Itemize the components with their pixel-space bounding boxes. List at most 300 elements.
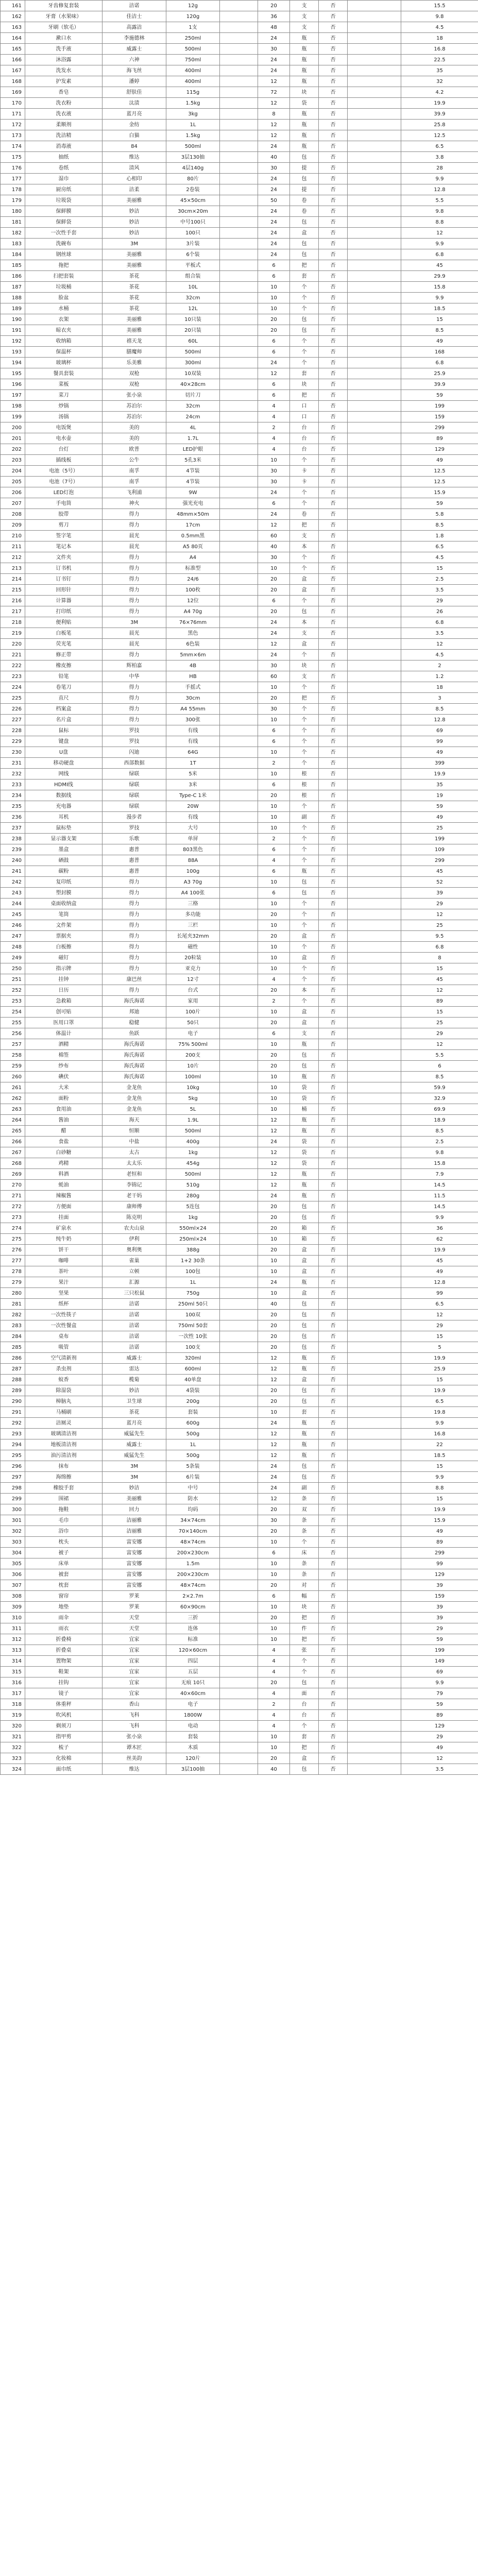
quantity: 12 <box>258 120 290 130</box>
quantity: 30 <box>258 660 290 671</box>
unit: 幅 <box>290 1591 319 1602</box>
row-index: 275 <box>1 1234 25 1245</box>
spec: 50只 <box>166 1018 220 1028</box>
spec: 40×60cm <box>166 1688 220 1699</box>
blank-cell <box>348 477 401 487</box>
unit-price: 14.5 <box>401 1180 478 1191</box>
unit: 包 <box>290 1331 319 1342</box>
spec: 3片装 <box>166 239 220 249</box>
spec: 20只装 <box>166 325 220 336</box>
unit-price: 299 <box>401 855 478 866</box>
item-name: 坚果 <box>25 1288 103 1299</box>
flag: 否 <box>319 920 348 931</box>
quantity: 10 <box>258 812 290 823</box>
blank-cell <box>220 239 258 249</box>
quantity: 10 <box>258 1558 290 1569</box>
brand: 洁丽雅 <box>103 1526 166 1537</box>
flag: 否 <box>319 1613 348 1623</box>
item-name: 插线板 <box>25 455 103 466</box>
item-name: 厨房纸 <box>25 184 103 195</box>
unit: 根 <box>290 779 319 790</box>
unit: 包 <box>290 1212 319 1223</box>
flag: 否 <box>319 1721 348 1732</box>
table-row <box>1 617 478 628</box>
blank-cell <box>220 184 258 195</box>
unit: 包 <box>290 1310 319 1320</box>
item-name: 大米 <box>25 1082 103 1093</box>
blank-cell <box>348 1169 401 1180</box>
item-name: 荧光笔 <box>25 639 103 650</box>
table-row <box>1 920 478 931</box>
unit-price: 149 <box>401 1656 478 1667</box>
quantity: 6 <box>258 779 290 790</box>
brand: 清风 <box>103 163 166 174</box>
table-row <box>1 1147 478 1158</box>
flag: 否 <box>319 606 348 617</box>
spec: 1kg <box>166 1147 220 1158</box>
unit-price: 39 <box>401 1580 478 1591</box>
row-index: 254 <box>1 1007 25 1018</box>
quantity: 20 <box>258 585 290 596</box>
unit: 盒 <box>290 1266 319 1277</box>
blank-cell <box>348 195 401 206</box>
blank-cell <box>348 239 401 249</box>
blank-cell <box>220 1245 258 1256</box>
flag: 否 <box>319 358 348 368</box>
unit: 瓶 <box>290 1429 319 1439</box>
row-index: 168 <box>1 76 25 87</box>
blank-cell <box>220 401 258 412</box>
spec: 三格 <box>166 899 220 909</box>
unit-price: 159 <box>401 412 478 422</box>
item-name: 玻璃清洁剂 <box>25 1429 103 1439</box>
brand: 佳洁士 <box>103 11 166 22</box>
item-name: 吸管 <box>25 1342 103 1353</box>
item-name: 脸盆 <box>25 293 103 303</box>
blank-cell <box>220 1310 258 1320</box>
unit: 台 <box>290 1710 319 1721</box>
unit-price: 299 <box>401 1548 478 1558</box>
blank-cell <box>348 1613 401 1623</box>
spec: 76×76mm <box>166 617 220 628</box>
blank-cell <box>220 985 258 996</box>
unit: 台 <box>290 422 319 433</box>
spec: 10L <box>166 282 220 293</box>
flag: 否 <box>319 812 348 823</box>
unit: 包 <box>290 1396 319 1407</box>
flag: 否 <box>319 660 348 671</box>
quantity: 60 <box>258 531 290 541</box>
item-name: 白砂糖 <box>25 1147 103 1158</box>
blank-cell <box>348 1375 401 1385</box>
item-name: 计算器 <box>25 596 103 606</box>
row-index: 177 <box>1 174 25 184</box>
table-row <box>1 1677 478 1688</box>
unit: 个 <box>290 834 319 844</box>
unit: 瓶 <box>290 1191 319 1201</box>
item-name: 柔顺剂 <box>25 120 103 130</box>
row-index: 163 <box>1 22 25 33</box>
spec: 5条装 <box>166 1461 220 1472</box>
quantity: 4 <box>258 1721 290 1732</box>
flag: 否 <box>319 1082 348 1093</box>
spec: 1L <box>166 120 220 130</box>
blank-cell <box>220 1677 258 1688</box>
unit-price: 25 <box>401 1018 478 1028</box>
item-name: 洗洁精 <box>25 130 103 141</box>
row-index: 165 <box>1 44 25 55</box>
brand: 高露洁 <box>103 22 166 33</box>
table-row <box>1 769 478 779</box>
table-row <box>1 1710 478 1721</box>
row-index: 250 <box>1 963 25 974</box>
spec: 5孔3米 <box>166 455 220 466</box>
quantity: 4 <box>258 1710 290 1721</box>
item-name: 日历 <box>25 985 103 996</box>
blank-cell <box>348 1288 401 1299</box>
blank-cell <box>220 217 258 228</box>
spec: 64G <box>166 747 220 758</box>
unit: 瓶 <box>290 1126 319 1137</box>
flag: 否 <box>319 1288 348 1299</box>
blank-cell <box>220 920 258 931</box>
row-index: 277 <box>1 1256 25 1266</box>
row-index: 231 <box>1 758 25 769</box>
item-name: 纯牛奶 <box>25 1234 103 1245</box>
quantity: 10 <box>258 563 290 574</box>
unit-price: 8.5 <box>401 325 478 336</box>
quantity: 10 <box>258 920 290 931</box>
table-row <box>1 260 478 271</box>
item-name: 白板擦 <box>25 942 103 953</box>
item-name: 塑封膜 <box>25 888 103 899</box>
table-row <box>1 1050 478 1061</box>
unit-price: 25.9 <box>401 368 478 379</box>
unit-price: 12 <box>401 1039 478 1050</box>
quantity: 2 <box>258 996 290 1007</box>
flag: 否 <box>319 1602 348 1613</box>
unit-price: 19.9 <box>401 1504 478 1515</box>
row-index: 178 <box>1 184 25 195</box>
blank-cell <box>348 801 401 812</box>
table-row <box>1 206 478 217</box>
table-row <box>1 509 478 520</box>
spec: A4 70g <box>166 606 220 617</box>
row-index: 164 <box>1 33 25 44</box>
spec: 500ml <box>166 1169 220 1180</box>
brand: 得力 <box>103 650 166 660</box>
unit-price: 3.5 <box>401 1764 478 1775</box>
spec: 32cm <box>166 401 220 412</box>
unit: 瓶 <box>290 1450 319 1461</box>
table-row <box>1 11 478 22</box>
row-index: 286 <box>1 1353 25 1364</box>
blank-cell <box>348 282 401 293</box>
row-index: 284 <box>1 1331 25 1342</box>
table-row <box>1 76 478 87</box>
spec: 32cm <box>166 293 220 303</box>
flag: 否 <box>319 487 348 498</box>
unit: 对 <box>290 1580 319 1591</box>
row-index: 173 <box>1 130 25 141</box>
blank-cell <box>220 531 258 541</box>
unit: 个 <box>290 293 319 303</box>
brand: 鱼跃 <box>103 1028 166 1039</box>
unit-price: 129 <box>401 444 478 455</box>
item-name: 收纳箱 <box>25 336 103 347</box>
spec: 套装 <box>166 1407 220 1418</box>
unit: 袋 <box>290 1158 319 1169</box>
blank-cell <box>348 520 401 531</box>
brand: 茶花 <box>103 293 166 303</box>
unit: 口 <box>290 412 319 422</box>
unit-price: 2 <box>401 660 478 671</box>
row-index: 262 <box>1 1093 25 1104</box>
table-row <box>1 347 478 358</box>
table-row <box>1 1137 478 1147</box>
item-name: 洗碗布 <box>25 239 103 249</box>
row-index: 184 <box>1 249 25 260</box>
blank-cell <box>348 1223 401 1234</box>
blank-cell <box>220 358 258 368</box>
quantity: 20 <box>258 931 290 942</box>
brand: 白猫 <box>103 130 166 141</box>
flag: 否 <box>319 671 348 682</box>
quantity: 2 <box>258 422 290 433</box>
blank-cell <box>348 725 401 736</box>
spec: HB <box>166 671 220 682</box>
blank-cell <box>220 1126 258 1137</box>
quantity: 10 <box>258 801 290 812</box>
quantity: 4 <box>258 401 290 412</box>
flag: 否 <box>319 541 348 552</box>
table-row <box>1 1418 478 1429</box>
quantity: 10 <box>258 1288 290 1299</box>
blank-cell <box>348 1201 401 1212</box>
spec: 17cm <box>166 520 220 531</box>
unit-price: 52 <box>401 877 478 888</box>
blank-cell <box>220 1320 258 1331</box>
brand: 回力 <box>103 1504 166 1515</box>
unit-price: 26 <box>401 606 478 617</box>
brand: 海氏海诺 <box>103 996 166 1007</box>
unit-price: 9.9 <box>401 1212 478 1223</box>
table-row <box>1 217 478 228</box>
flag: 否 <box>319 736 348 747</box>
unit-price: 28 <box>401 163 478 174</box>
flag: 否 <box>319 704 348 715</box>
flag: 否 <box>319 693 348 704</box>
spec: 250ml 50只 <box>166 1299 220 1310</box>
spec: 45×50cm <box>166 195 220 206</box>
unit: 包 <box>290 1061 319 1072</box>
blank-cell <box>348 920 401 931</box>
brand: 富安娜 <box>103 1558 166 1569</box>
flag: 否 <box>319 985 348 996</box>
quantity: 10 <box>258 1537 290 1548</box>
unit-price: 19.9 <box>401 98 478 109</box>
blank-cell <box>220 1558 258 1569</box>
quantity: 6 <box>258 498 290 509</box>
spec: 1800W <box>166 1710 220 1721</box>
blank-cell <box>220 617 258 628</box>
spec: 4L <box>166 422 220 433</box>
quantity: 12 <box>258 1126 290 1137</box>
spec: 10kg <box>166 1082 220 1093</box>
unit: 袋 <box>290 1082 319 1093</box>
unit: 瓶 <box>290 1277 319 1288</box>
item-name: 吹风机 <box>25 1710 103 1721</box>
row-index: 279 <box>1 1277 25 1288</box>
blank-cell <box>348 1461 401 1472</box>
flag: 否 <box>319 1537 348 1548</box>
unit-price: 22.5 <box>401 55 478 65</box>
spec: 100双 <box>166 1310 220 1320</box>
blank-cell <box>348 1299 401 1310</box>
flag: 否 <box>319 239 348 249</box>
spec: 5L <box>166 1104 220 1115</box>
unit: 个 <box>290 715 319 725</box>
blank-cell <box>220 1180 258 1191</box>
blank-cell <box>220 412 258 422</box>
unit-price: 39.9 <box>401 379 478 390</box>
brand: 富安娜 <box>103 1580 166 1591</box>
blank-cell <box>220 1072 258 1082</box>
item-name: 扫把套装 <box>25 271 103 282</box>
spec: 12g <box>166 1 220 11</box>
blank-cell <box>348 1537 401 1548</box>
row-index: 195 <box>1 368 25 379</box>
blank-cell <box>220 206 258 217</box>
row-index: 212 <box>1 552 25 563</box>
spec: 连体 <box>166 1623 220 1634</box>
table-row <box>1 1061 478 1072</box>
row-index: 258 <box>1 1050 25 1061</box>
spec: 切片刀 <box>166 390 220 401</box>
brand: 西部数据 <box>103 758 166 769</box>
spec: 20W <box>166 801 220 812</box>
brand: 美丽雅 <box>103 314 166 325</box>
brand: 飞科 <box>103 1721 166 1732</box>
quantity: 10 <box>258 1634 290 1645</box>
blank-cell <box>348 55 401 65</box>
unit-price: 15 <box>401 563 478 574</box>
blank-cell <box>220 1710 258 1721</box>
quantity: 24 <box>258 184 290 195</box>
blank-cell <box>348 1072 401 1082</box>
flag: 否 <box>319 1504 348 1515</box>
unit: 卷 <box>290 206 319 217</box>
brand: 威露士 <box>103 1439 166 1450</box>
flag: 否 <box>319 325 348 336</box>
blank-cell <box>348 693 401 704</box>
row-index: 179 <box>1 195 25 206</box>
flag: 否 <box>319 303 348 314</box>
unit-price: 9.9 <box>401 1677 478 1688</box>
blank-cell <box>220 1699 258 1710</box>
table-row <box>1 844 478 855</box>
item-name: 牙齿修复套装 <box>25 1 103 11</box>
table-row <box>1 303 478 314</box>
brand: 威露士 <box>103 1353 166 1364</box>
flag: 否 <box>319 1385 348 1396</box>
unit-price: 8.8 <box>401 217 478 228</box>
unit-price: 6.8 <box>401 249 478 260</box>
brand: 得力 <box>103 920 166 931</box>
spec: 550ml×24 <box>166 1223 220 1234</box>
unit-price: 11.5 <box>401 1191 478 1201</box>
blank-cell <box>348 671 401 682</box>
brand: 妙洁 <box>103 228 166 239</box>
row-index: 264 <box>1 1115 25 1126</box>
item-name: 海绵擦 <box>25 1472 103 1483</box>
unit-price: 2.5 <box>401 1137 478 1147</box>
spec: 3层130抽 <box>166 152 220 163</box>
blank-cell <box>220 174 258 184</box>
quantity: 20 <box>258 1504 290 1515</box>
row-index: 197 <box>1 390 25 401</box>
unit-price: 5.5 <box>401 195 478 206</box>
table-row <box>1 758 478 769</box>
quantity: 6 <box>258 1591 290 1602</box>
unit: 个 <box>290 1656 319 1667</box>
row-index: 185 <box>1 260 25 271</box>
flag: 否 <box>319 1299 348 1310</box>
brand: 洁诺 <box>103 1310 166 1320</box>
item-name: 卷笔刀 <box>25 682 103 693</box>
unit: 瓶 <box>290 1072 319 1082</box>
brand: 海天 <box>103 1115 166 1126</box>
table-row <box>1 282 478 293</box>
blank-cell <box>220 704 258 715</box>
unit: 瓶 <box>290 120 319 130</box>
quantity: 10 <box>258 1569 290 1580</box>
quantity: 10 <box>258 1104 290 1115</box>
row-index: 321 <box>1 1732 25 1742</box>
row-index: 162 <box>1 11 25 22</box>
brand: 洁柔 <box>103 184 166 195</box>
unit: 包 <box>290 1050 319 1061</box>
brand: 绿联 <box>103 769 166 779</box>
row-index: 252 <box>1 985 25 996</box>
item-name: 油污清洁剂 <box>25 1450 103 1461</box>
table-row <box>1 1515 478 1526</box>
spec: 320ml <box>166 1353 220 1364</box>
blank-cell <box>220 877 258 888</box>
table-row <box>1 682 478 693</box>
blank-cell <box>348 877 401 888</box>
unit-price: 49 <box>401 455 478 466</box>
unit-price: 5 <box>401 1342 478 1353</box>
table-row <box>1 1299 478 1310</box>
blank-cell <box>220 585 258 596</box>
brand: 金纺 <box>103 120 166 130</box>
unit-price: 19.9 <box>401 1353 478 1364</box>
unit-price: 45 <box>401 866 478 877</box>
row-index: 211 <box>1 541 25 552</box>
quantity: 12 <box>258 1439 290 1450</box>
unit-price: 25.8 <box>401 120 478 130</box>
quantity: 10 <box>258 1007 290 1018</box>
flag: 否 <box>319 412 348 422</box>
item-name: 剪刀 <box>25 520 103 531</box>
unit: 床 <box>290 1548 319 1558</box>
blank-cell <box>220 466 258 477</box>
blank-cell <box>348 704 401 715</box>
unit-price: 19.8 <box>401 1407 478 1418</box>
row-index: 267 <box>1 1147 25 1158</box>
brand: 李锦记 <box>103 1180 166 1191</box>
